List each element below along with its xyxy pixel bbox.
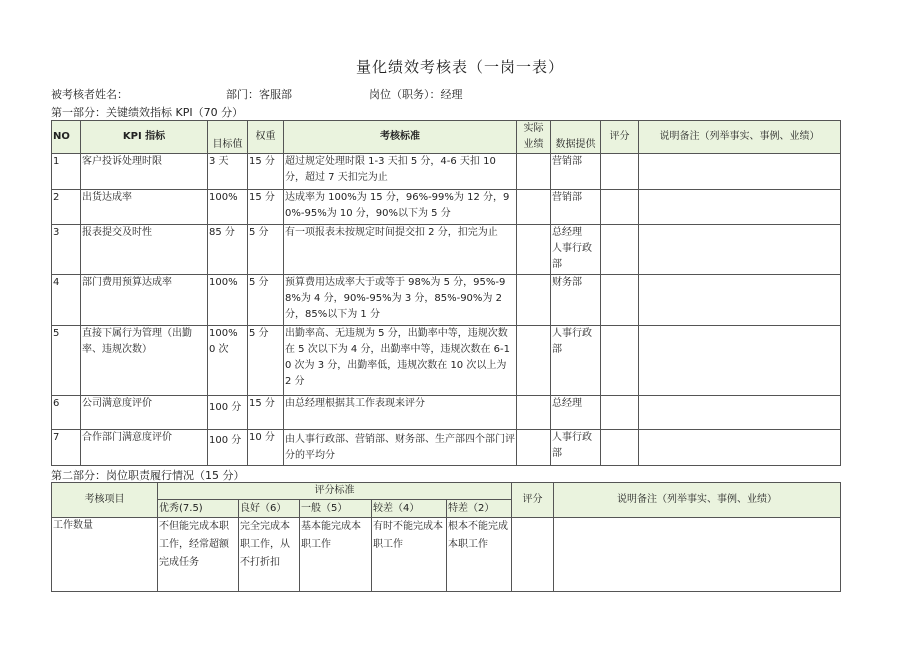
table-row	[52, 275, 841, 326]
employee-name-label: 被考核者姓名：	[51, 88, 128, 101]
row-weight: 15 分	[248, 154, 284, 190]
row-source: 财务部	[551, 275, 601, 326]
row-kpi: 直接下属行为管理（出勤率、违规次数）	[81, 326, 208, 396]
kpi-header-row	[52, 121, 841, 154]
table-row	[52, 190, 841, 225]
duty-header-row	[52, 483, 841, 500]
row-weight: 5 分	[248, 275, 284, 326]
row-weight: 5 分	[248, 225, 284, 275]
col-score: 评分	[601, 121, 639, 154]
row-score[interactable]	[601, 326, 639, 396]
row-notes[interactable]	[639, 326, 841, 396]
row-source: 总经理 人事行政部	[551, 225, 601, 275]
row-target: 85 分	[208, 225, 248, 275]
row-no: 1	[52, 154, 81, 190]
col-standard: 评分标准	[158, 483, 512, 500]
table-row	[52, 396, 841, 430]
row-criteria: 超过规定处理时限 1-3 天扣 5 分，4-6 天扣 10 分，超过 7 天扣完为止	[284, 154, 517, 190]
row-actual[interactable]	[517, 396, 551, 430]
row-weight: 15 分	[248, 190, 284, 225]
row-kpi: 公司满意度评价	[81, 396, 208, 430]
kpi-table	[51, 120, 841, 466]
row-notes[interactable]	[554, 518, 841, 592]
row-target: 100 分	[208, 396, 248, 430]
row-item: 工作数量	[52, 518, 158, 592]
row-notes[interactable]	[639, 190, 841, 225]
col-target: 目标值	[208, 121, 248, 154]
col-notes: 说明备注（列举事实、事例、业绩）	[554, 483, 841, 518]
row-target: 100 分	[208, 430, 248, 466]
row-actual[interactable]	[517, 326, 551, 396]
position-label: 岗位（职务）：经理	[369, 88, 463, 101]
row-score[interactable]	[601, 190, 639, 225]
row-no: 4	[52, 275, 81, 326]
row-source: 总经理	[551, 396, 601, 430]
row-level-average: 基本能完成本职工作	[300, 518, 372, 592]
row-notes[interactable]	[639, 154, 841, 190]
row-criteria: 达成率为 100%为 15 分，96%-99%为 12 分，90%-95%为 10 分，90%以下为 5 分	[284, 190, 517, 225]
row-no: 5	[52, 326, 81, 396]
row-weight: 15 分	[248, 396, 284, 430]
row-notes[interactable]	[639, 225, 841, 275]
row-source: 人事行政部	[551, 326, 601, 396]
row-target: 100% 0 次	[208, 326, 248, 396]
row-no: 3	[52, 225, 81, 275]
col-criteria: 考核标准	[284, 121, 517, 154]
table-row	[52, 326, 841, 396]
row-level-excellent: 不但能完成本职工作，经常超额完成任务	[158, 518, 239, 592]
row-actual[interactable]	[517, 430, 551, 466]
duty-table	[51, 482, 841, 592]
col-actual: 实际 业绩	[517, 121, 551, 154]
table-row	[52, 154, 841, 190]
table-row	[52, 225, 841, 275]
row-no: 7	[52, 430, 81, 466]
row-notes[interactable]	[639, 396, 841, 430]
level-excellent: 优秀(7.5)	[158, 500, 239, 518]
row-level-very-poor: 根本不能完成本职工作	[447, 518, 512, 592]
col-kpi: KPI 指标	[81, 121, 208, 154]
department-label: 部门：客服部	[226, 88, 292, 101]
row-score[interactable]	[601, 154, 639, 190]
level-average: 一般（5）	[300, 500, 372, 518]
row-criteria: 预算费用达成率大于或等于 98%为 5 分，95%-98%为 4 分，90%-95%为 3 分，85%-90%为 2 分，85%以下为 1 分	[284, 275, 517, 326]
row-kpi: 报表提交及时性	[81, 225, 208, 275]
row-kpi: 合作部门满意度评价	[81, 430, 208, 466]
row-weight: 5 分	[248, 326, 284, 396]
row-criteria: 由人事行政部、营销部、财务部、生产部四个部门评分的平均分	[284, 430, 517, 466]
col-score: 评分	[512, 483, 554, 518]
col-no: NO	[52, 121, 81, 154]
part1-label: 第一部分：关键绩效指标 KPI（70 分）	[51, 106, 244, 119]
row-actual[interactable]	[517, 275, 551, 326]
col-notes: 说明备注（列举事实、事例、业绩）	[639, 121, 841, 154]
row-level-poor: 有时不能完成本职工作	[372, 518, 447, 592]
level-very-poor: 特差（2）	[447, 500, 512, 518]
row-score[interactable]	[512, 518, 554, 592]
row-level-good: 完全完成本职工作，从不打折扣	[239, 518, 300, 592]
row-notes[interactable]	[639, 275, 841, 326]
row-source: 人事行政部	[551, 430, 601, 466]
level-good: 良好（6）	[239, 500, 300, 518]
row-criteria: 出勤率高、无违规为 5 分，出勤率中等，违规次数在 5 次以下为 4 分，出勤率中等，违规次数在 6-10 次为 3 分，出勤率低，违规次数在 10 次以上为 2 分	[284, 326, 517, 396]
table-row	[52, 518, 841, 592]
row-criteria: 有一项报表未按规定时间提交扣 2 分，扣完为止	[284, 225, 517, 275]
row-no: 2	[52, 190, 81, 225]
row-no: 6	[52, 396, 81, 430]
row-score[interactable]	[601, 430, 639, 466]
col-item: 考核项目	[52, 483, 158, 518]
row-actual[interactable]	[517, 154, 551, 190]
row-score[interactable]	[601, 225, 639, 275]
row-source: 营销部	[551, 190, 601, 225]
level-poor: 较差（4）	[372, 500, 447, 518]
row-actual[interactable]	[517, 190, 551, 225]
row-kpi: 部门费用预算达成率	[81, 275, 208, 326]
row-kpi: 出货达成率	[81, 190, 208, 225]
part2-label: 第二部分：岗位职责履行情况（15 分）	[51, 469, 245, 482]
col-source: 数据提供	[551, 121, 601, 154]
row-source: 营销部	[551, 154, 601, 190]
page-title: 量化绩效考核表（一岗一表）	[355, 58, 564, 76]
table-row	[52, 430, 841, 466]
row-kpi: 客户投诉处理时限	[81, 154, 208, 190]
row-target: 100%	[208, 275, 248, 326]
row-criteria: 由总经理根据其工作表现来评分	[284, 396, 517, 430]
row-weight: 10 分	[248, 430, 284, 466]
row-actual[interactable]	[517, 225, 551, 275]
row-target: 100%	[208, 190, 248, 225]
row-target: 3 天	[208, 154, 248, 190]
row-score[interactable]	[601, 396, 639, 430]
col-weight: 权重	[248, 121, 284, 154]
row-score[interactable]	[601, 275, 639, 326]
row-notes[interactable]	[639, 430, 841, 466]
